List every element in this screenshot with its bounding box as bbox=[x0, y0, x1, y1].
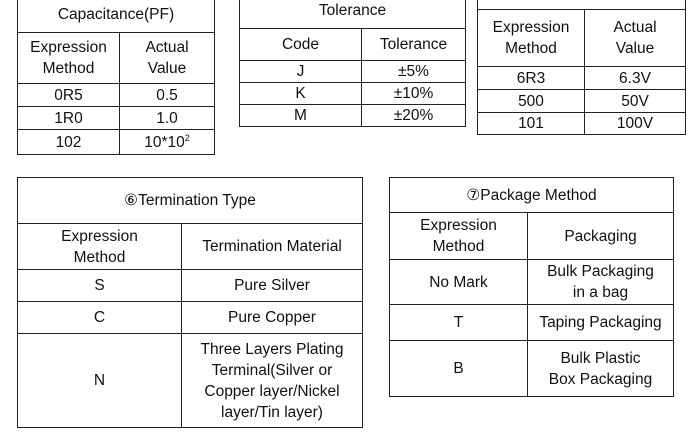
table-cell: S bbox=[18, 270, 182, 302]
termination-type-title: ⑥Termination Type bbox=[18, 178, 363, 224]
column-header-expression-method: Expression Method bbox=[18, 33, 120, 84]
table-cell: Pure Copper bbox=[182, 302, 363, 334]
table-cell: J bbox=[240, 61, 362, 83]
table-cell: M bbox=[240, 105, 362, 127]
voltage-table bbox=[477, 0, 686, 135]
table-cell: Pure Silver bbox=[182, 270, 363, 302]
table-cell: 0.5 bbox=[120, 84, 215, 107]
column-header-expression-method: Expression Method bbox=[478, 10, 585, 67]
termination-type-table bbox=[17, 177, 363, 428]
table-cell: ±10% bbox=[362, 83, 466, 105]
table-cell: B bbox=[390, 341, 528, 397]
table-cell: 102 bbox=[18, 130, 120, 155]
table-cell: Bulk Packaging in a bag bbox=[528, 260, 674, 305]
value-exponent: 2 bbox=[184, 132, 190, 143]
column-header-expression-method: Expression Method bbox=[390, 213, 528, 260]
table-cell: 1R0 bbox=[18, 107, 120, 130]
capacitance-table bbox=[17, 0, 215, 155]
capacitance-title: Capacitance(PF) bbox=[18, 0, 215, 33]
column-header-packaging: Packaging bbox=[528, 213, 674, 260]
column-header-expression-method: Expression Method bbox=[18, 224, 182, 270]
table-cell: Taping Packaging bbox=[528, 305, 674, 341]
table-cell: C bbox=[18, 302, 182, 334]
table-cell: Three Layers Plating Terminal(Silver or Copper layer/Nickel layer/Tin layer) bbox=[182, 334, 363, 428]
table-cell: T bbox=[390, 305, 528, 341]
table-cell: 101 bbox=[478, 113, 585, 135]
package-method-title: ⑦Package Method bbox=[390, 178, 674, 213]
table-cell: ±5% bbox=[362, 61, 466, 83]
table-cell: 100V bbox=[585, 113, 686, 135]
table-cell: 6R3 bbox=[478, 67, 585, 90]
table-cell: 6.3V bbox=[585, 67, 686, 90]
column-header-actual-value: Actual Value bbox=[120, 33, 215, 84]
tolerance-table bbox=[239, 0, 466, 127]
table-cell: No Mark bbox=[390, 260, 528, 305]
package-method-table bbox=[389, 177, 674, 397]
table-cell: Bulk Plastic Box Packaging bbox=[528, 341, 674, 397]
voltage-title bbox=[478, 0, 686, 10]
column-header-tolerance: Tolerance bbox=[362, 29, 466, 61]
tolerance-title: Tolerance bbox=[240, 0, 466, 29]
column-header-actual-value: Actual Value bbox=[585, 10, 686, 67]
table-cell: ±20% bbox=[362, 105, 466, 127]
table-cell: N bbox=[18, 334, 182, 428]
table-cell: 500 bbox=[478, 90, 585, 113]
table-cell: 1.0 bbox=[120, 107, 215, 130]
table-cell: 0R5 bbox=[18, 84, 120, 107]
table-cell: K bbox=[240, 83, 362, 105]
column-header-code: Code bbox=[240, 29, 362, 61]
value-base: 10*10 bbox=[144, 133, 185, 151]
table-cell bbox=[120, 130, 215, 155]
table-cell: 50V bbox=[585, 90, 686, 113]
column-header-termination-material: Termination Material bbox=[182, 224, 363, 270]
